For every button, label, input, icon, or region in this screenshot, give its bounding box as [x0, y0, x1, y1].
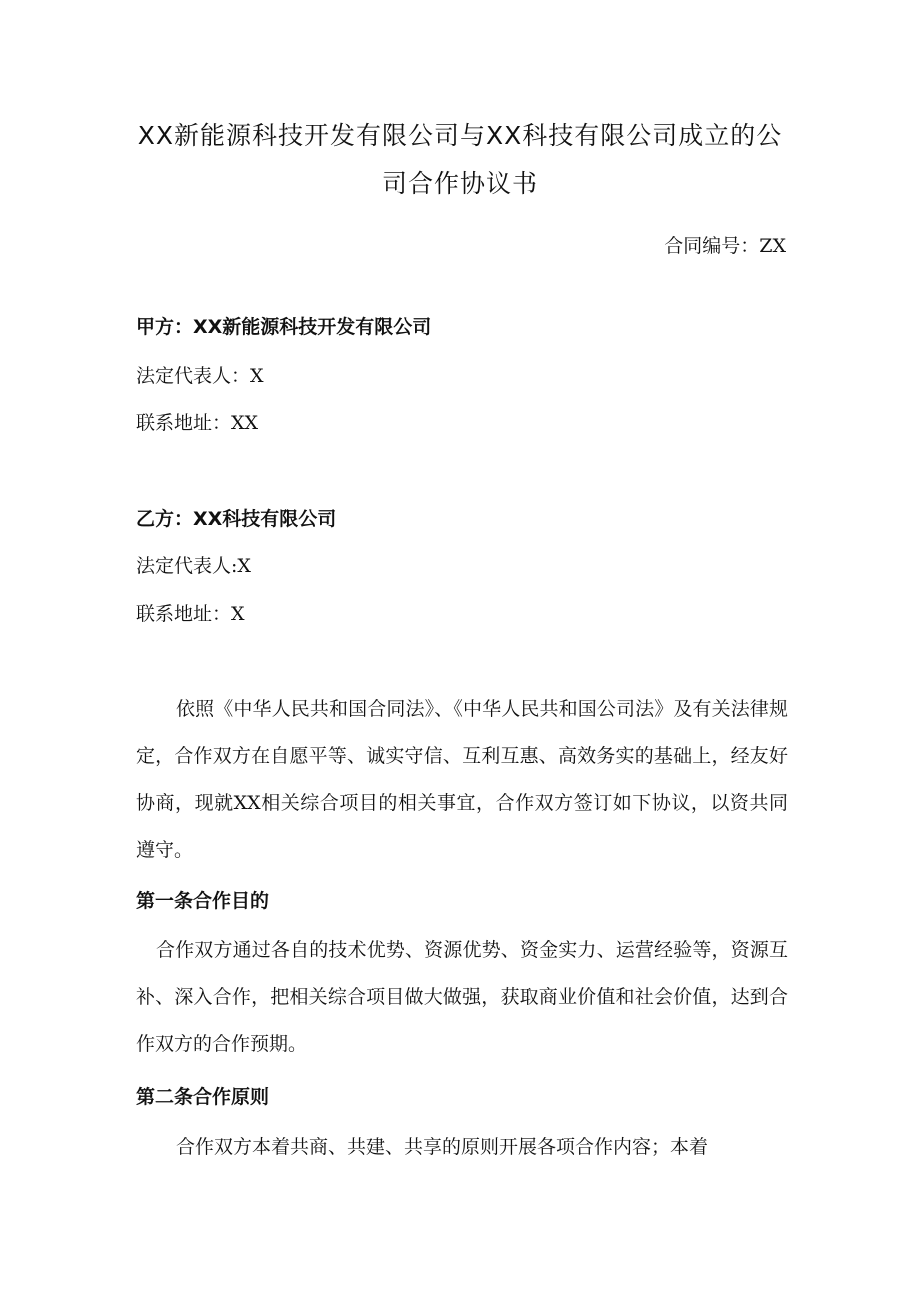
article-2-body: 合作双方本着共商、共建、共享的原则开展各项合作内容；本着: [176, 1136, 709, 1158]
party-a-address: 联系地址：XX: [136, 412, 259, 434]
article-1-heading: 第一条合作目的: [136, 890, 270, 912]
party-b-address: 联系地址：X: [136, 603, 245, 625]
party-a-representative: 法定代表人：X: [136, 365, 264, 387]
party-b-representative: 法定代表人:X: [136, 555, 251, 577]
title-line-1: XX新能源科技开发有限公司与XX科技有限公司成立的公: [137, 121, 783, 150]
party-b-name: 乙方：XX科技有限公司: [136, 508, 337, 530]
document-title: [110, 112, 810, 208]
contract-number: 合同编号：ZX: [664, 235, 786, 257]
party-a-name: 甲方：XX新能源科技开发有限公司: [136, 316, 432, 338]
article-1-body: 合作双方通过各自的技术优势、资源优势、资金实力、运营经验等，资源互补、深入合作，把相关综合项目做大做强，获取商业价值和社会价值，达到合作双方的合作预期。: [136, 939, 788, 1055]
title-line-2: 司合作协议书: [381, 169, 538, 198]
article-2-heading: 第二条合作原则: [136, 1086, 270, 1108]
intro-paragraph: 依照《中华人民共和国合同法》、《中华人民共和国公司法》及有关法律规定，合作双方在自愿平等、诚实守信、互利互惠、高效务实的基础上，经友好协商，现就XX相关综合项目的相关事宜，合作双方签订如下协议，以资共同遵守。: [136, 698, 788, 861]
